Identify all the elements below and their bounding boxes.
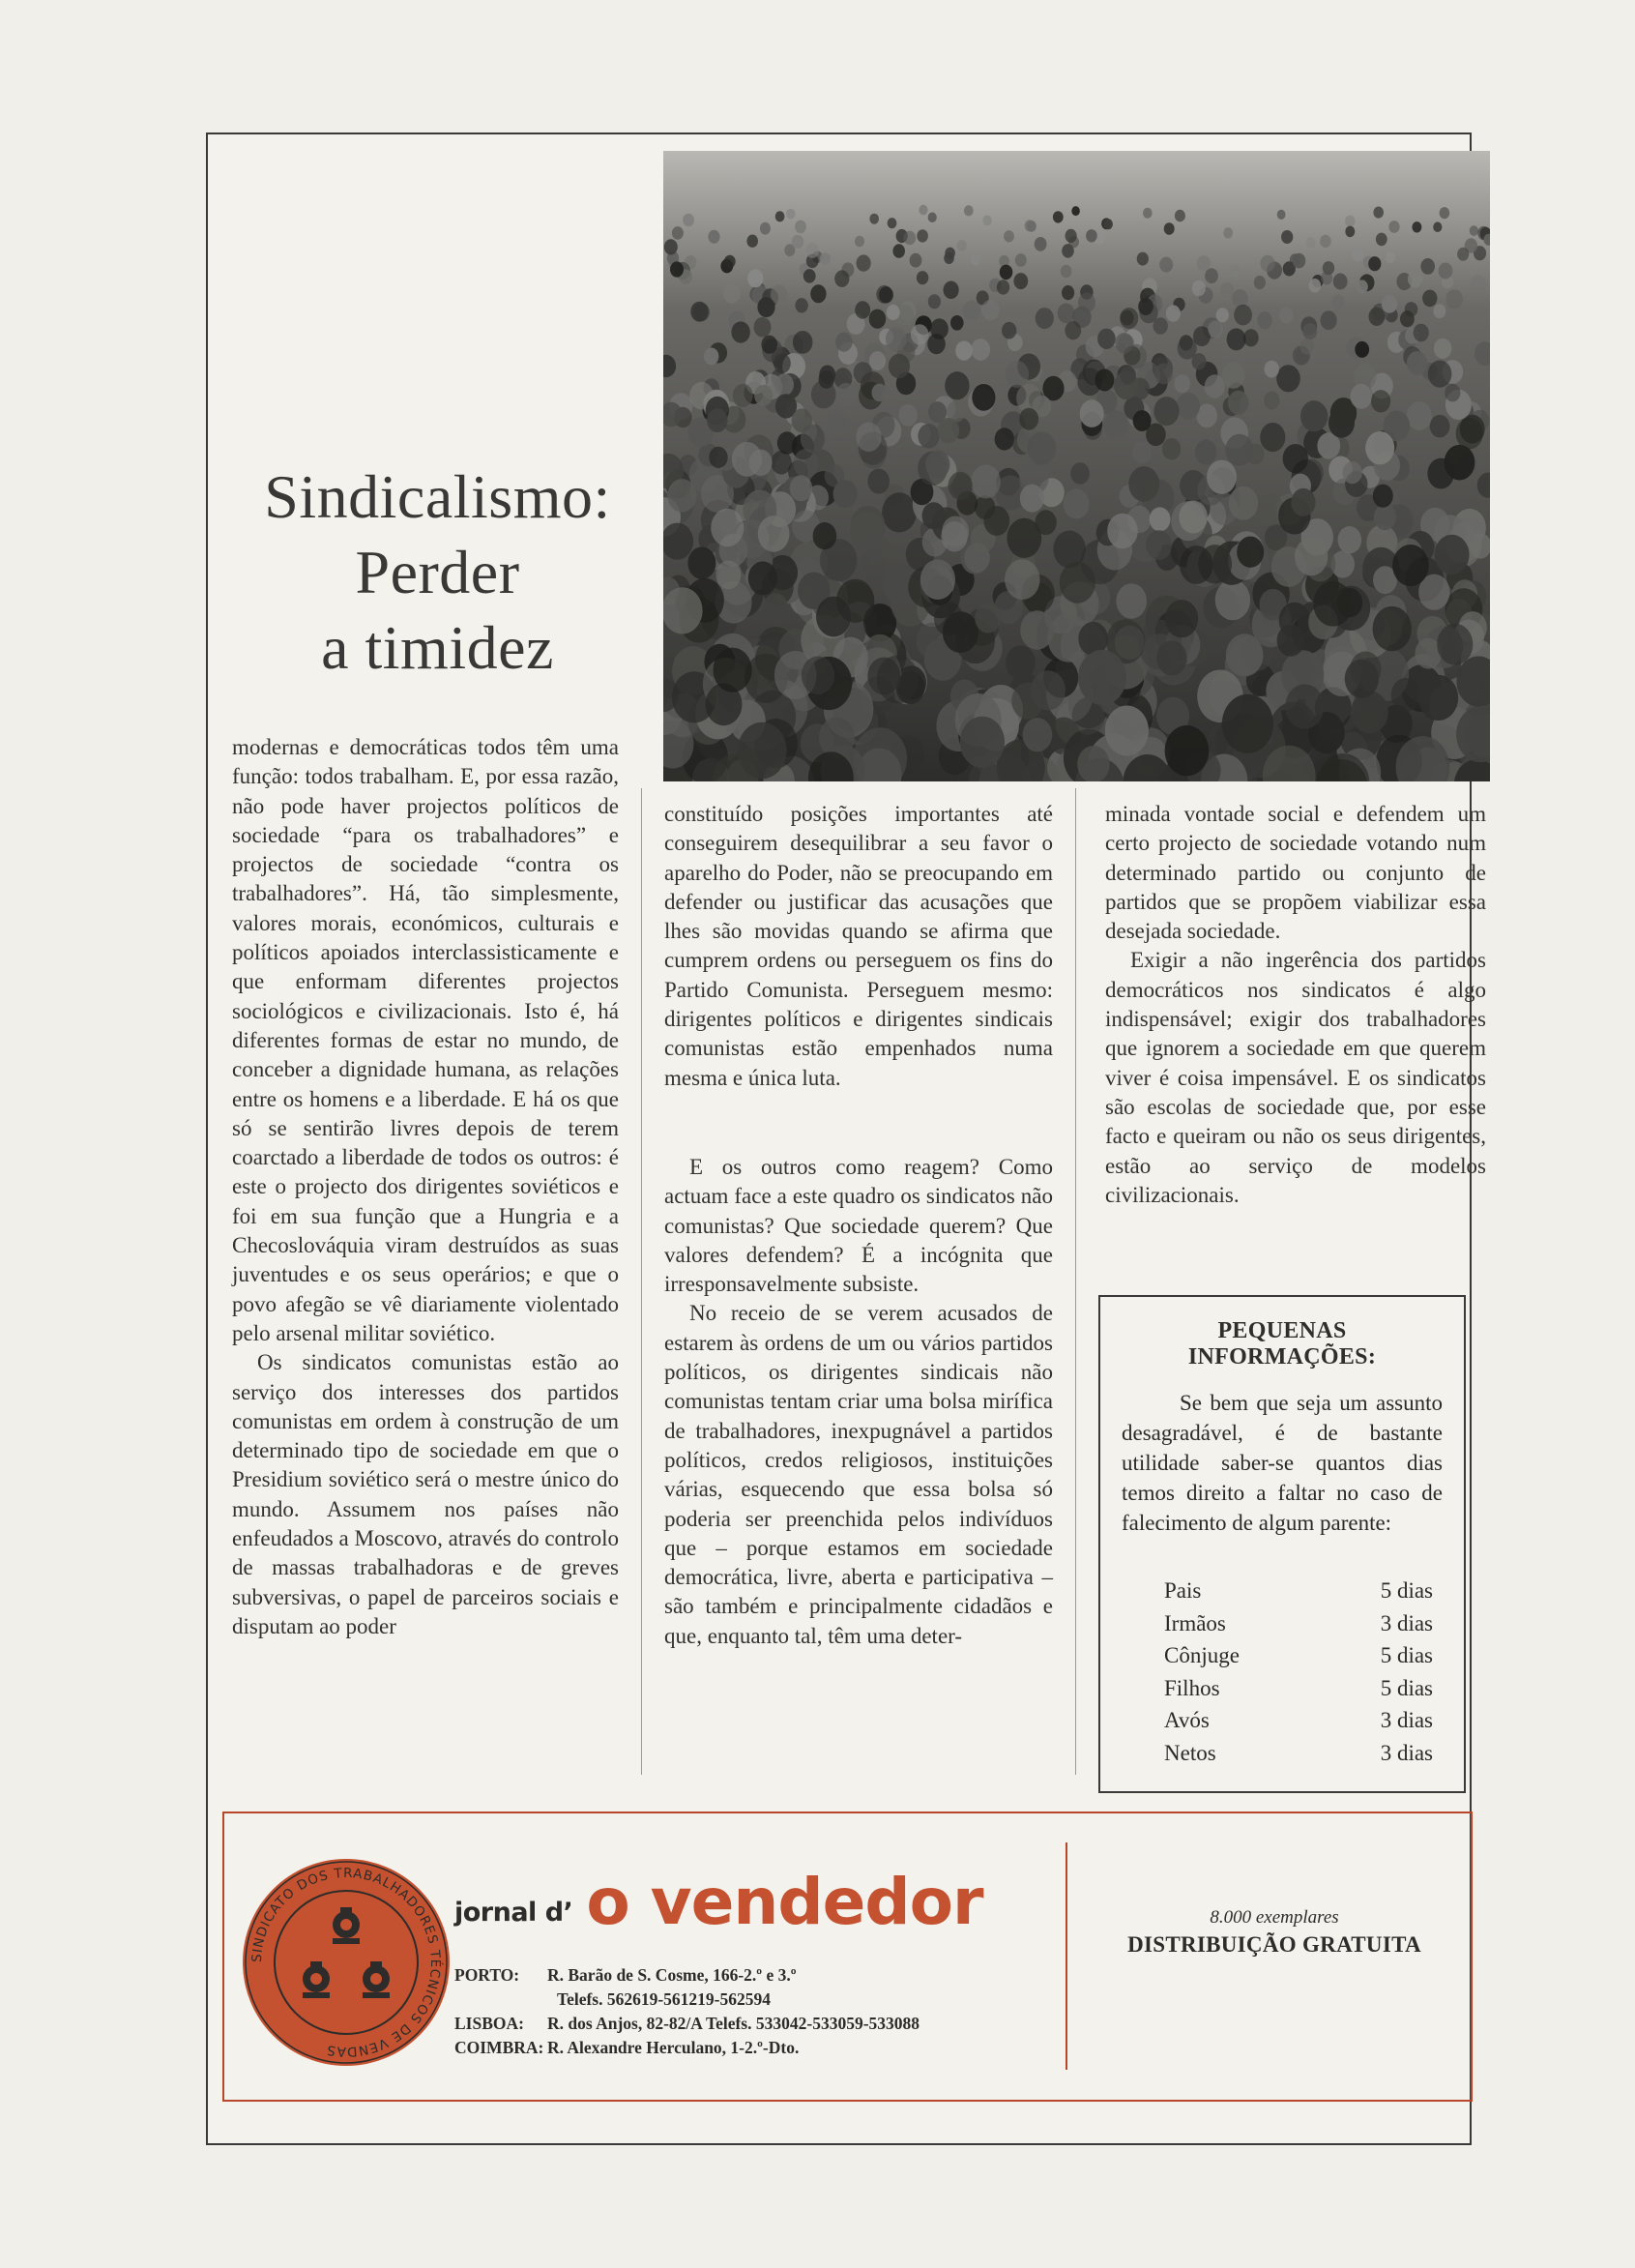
days-value: 5 dias	[1380, 1578, 1433, 1603]
paragraph: modernas e democráticas todos têm uma função: todos trabalham. E, por essa razão, não pode haver projectos políticos de sociedade “para os trabalhadores” e projectos de sociedade “contra os trabalhadores”. Há, tão simplesmente, valores morais, económicos, culturais e políticos apoiados interclassisticamente e que enformam diferentes projectos sociológicos e civilizacionais. Isto é, há diferentes formas de estar no mundo, de conceber a dignidade humana, as relações entre os homens e a liberdade. E há os que só se sentirão livres depois de terem coarctado a liberdade de todos os outros: é este o projecto dos dirigentes soviéticos e foi em sua função que a Hungria e a Checoslováquia viram destruídos as suas juventudes e os seus operários; e que o povo afegão se vê diariamente violentado pelo arsenal militar soviético.	[232, 735, 619, 1345]
leave-days-table	[1122, 1575, 1443, 1769]
distribution-note: DISTRIBUIÇÃO GRATUITA	[1127, 1932, 1421, 1957]
paragraph: minada vontade social e defendem um certo projecto de sociedade votando num determinado partido ou conjunto de partidos que se propõem viabilizar essa desejada sociedade.	[1105, 802, 1486, 944]
relative-label: Irmãos	[1164, 1610, 1226, 1635]
table-row	[1164, 1737, 1433, 1770]
column-divider	[1075, 788, 1076, 1775]
days-value: 5 dias	[1380, 1643, 1433, 1667]
city-label: COIMBRA:	[454, 2038, 544, 2057]
table-row	[1164, 1672, 1433, 1705]
info-box-heading: PEQUENAS INFORMAÇÕES:	[1187, 1318, 1377, 1370]
info-box-intro: Se bem que seja um assunto desagradável, é de bastante utilidade saber-se quantos dias temos direito a faltar no caso de falecimento de algum parente:	[1122, 1391, 1443, 1535]
address-lisboa	[454, 2012, 920, 2036]
table-row	[1164, 1704, 1433, 1737]
addresses	[454, 1963, 920, 2060]
paragraph: constituído posições importantes até conseguirem desequilibrar a seu favor o aparelho do Poder, não se preocupando em defender ou justificar das acusações que lhes são movidas quando se afirma que cumprem ordens ou perseguem os fins do Partido Comunista. Perseguem mesmo: dirigentes políticos e dirigentes sindicais comunistas estão empenhados numa mesma e única luta.	[664, 802, 1053, 1090]
union-seal-logo	[241, 1857, 452, 2068]
publication-footer	[222, 1811, 1473, 2102]
paragraph: Os sindicatos comunistas estão ao serviço dos interesses dos partidos comunistas em ordem à construção de um determinado tipo de sociedade em que o Presidium soviético será o mestre único do mundo. Assumem nos países não enfeudados a Moscovo, através do controlo de massas trabalhadoras e de greves subversivas, o papel de parceiros sociais e disputam ao poder	[232, 1350, 619, 1638]
newspaper-masthead	[454, 1854, 983, 1941]
days-value: 3 dias	[1380, 1708, 1433, 1732]
title-line-2: Perder	[355, 538, 520, 606]
address-text: R. dos Anjos, 82-82/A Telefs. 533042-533059-533088	[547, 2014, 920, 2033]
seal-text: SINDICATO DOS TRABALHADORES TÉCNICOS DE VENDAS	[248, 1865, 444, 2060]
circulation-info	[1081, 1907, 1468, 1958]
brand-name: o vendedor	[586, 1865, 983, 1939]
crowd-photo-image	[663, 151, 1490, 781]
brand-prefix: jornal d’	[454, 1898, 573, 1928]
article-column-3	[1105, 800, 1486, 1210]
relative-label: Avós	[1164, 1708, 1210, 1732]
days-value: 3 dias	[1380, 1610, 1433, 1635]
table-row	[1164, 1639, 1433, 1672]
address-text: R. Alexandre Herculano, 1-2.º-Dto.	[547, 2038, 800, 2057]
footer-divider	[1066, 1842, 1067, 2070]
article-title	[232, 459, 643, 686]
info-box	[1098, 1295, 1466, 1793]
table-row	[1164, 1607, 1433, 1640]
relative-label: Filhos	[1164, 1675, 1220, 1700]
paragraph: No receio de se verem acusados de estarem às ordens de um ou vários partidos políticos, os dirigentes sindicais não comunistas tentam criar uma bolsa mirífica de trabalhadores, inexpugnável a partidos políticos, credos religiosos, instituições várias, esquecendo que essa bolsa só poderia ser preenchida pelos indivíduos que – porque estamos em sociedade democrática, livre, aberta e participativa – são também e principalmente cidadãos e que, enquanto tal, têm uma deter-	[664, 1301, 1053, 1648]
city-label: LISBOA:	[454, 2014, 524, 2033]
paragraph: E os outros como reagem? Como actuam face a este quadro os sindicatos não comunistas? Que sociedade querem? Que valores defendem? É a incógnita que irresponsavelmente subsiste.	[664, 1154, 1053, 1297]
days-value: 5 dias	[1380, 1675, 1433, 1700]
city-label: PORTO:	[454, 1965, 520, 1985]
days-value: 3 dias	[1380, 1740, 1433, 1765]
title-line-3: a timidez	[321, 613, 554, 682]
phones-porto: Telefs. 562619-561219-562594	[557, 1989, 772, 2009]
column-divider	[641, 788, 642, 1775]
article-column-2	[664, 800, 1053, 1651]
article-column-1	[232, 733, 619, 1641]
title-line-1: Sindicalismo:	[264, 462, 611, 531]
paragraph: Exigir a não ingerência dos partidos democráticos nos sindicatos é algo indispensável; exigir dos trabalhadores que ignorem a sociedade em que querem viver é coisa impensável. E os sindicatos são escolas de sociedade que, por esse facto e queiram ou não os seus dirigentes, estão ao serviço de modelos civilizacionais.	[1105, 948, 1486, 1207]
crowd-photo	[663, 151, 1490, 781]
address-coimbra	[454, 2036, 920, 2060]
table-row	[1164, 1575, 1433, 1607]
relative-label: Cônjuge	[1164, 1643, 1240, 1667]
address-text: R. Barão de S. Cosme, 166-2.º e 3.º	[547, 1965, 797, 1985]
relative-label: Pais	[1164, 1578, 1202, 1603]
address-porto	[454, 1963, 920, 1988]
relative-label: Netos	[1164, 1740, 1216, 1765]
print-run: 8.000 exemplares	[1210, 1907, 1339, 1928]
